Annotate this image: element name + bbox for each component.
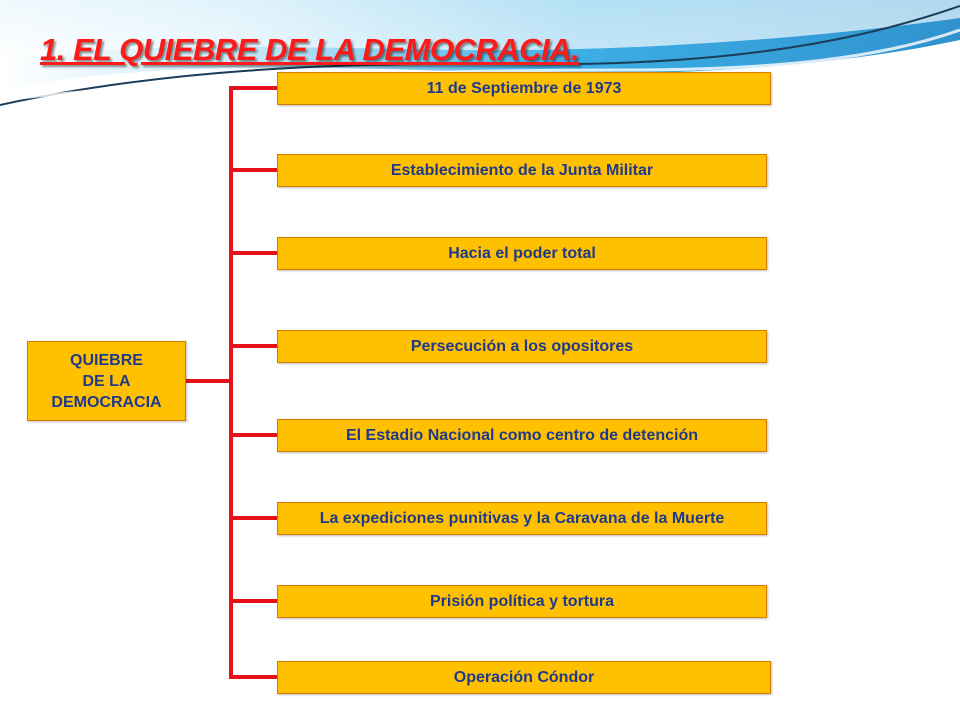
branch-node-4: Persecución a los opositores: [277, 330, 767, 363]
root-line-3: DEMOCRACIA: [51, 393, 162, 411]
branch-node-3: Hacia el poder total: [277, 237, 767, 270]
branch-node-7: Prisión política y tortura: [277, 585, 767, 618]
root-line-1: QUIEBRE: [70, 351, 143, 369]
branch-node-6: La expediciones punitivas y la Caravana de la Muerte: [277, 502, 767, 535]
branch-node-8: Operación Cóndor: [277, 661, 771, 694]
root-node-box: [27, 341, 186, 421]
branch-node-1: 11 de Septiembre de 1973: [277, 72, 771, 105]
branch-node-5: El Estadio Nacional como centro de detención: [277, 419, 767, 452]
branch-node-2: Establecimiento de la Junta Militar: [277, 154, 767, 187]
root-line-2: DE LA: [82, 372, 131, 390]
page-title: 1. EL QUIEBRE DE LA DEMOCRACIA.: [40, 32, 580, 67]
